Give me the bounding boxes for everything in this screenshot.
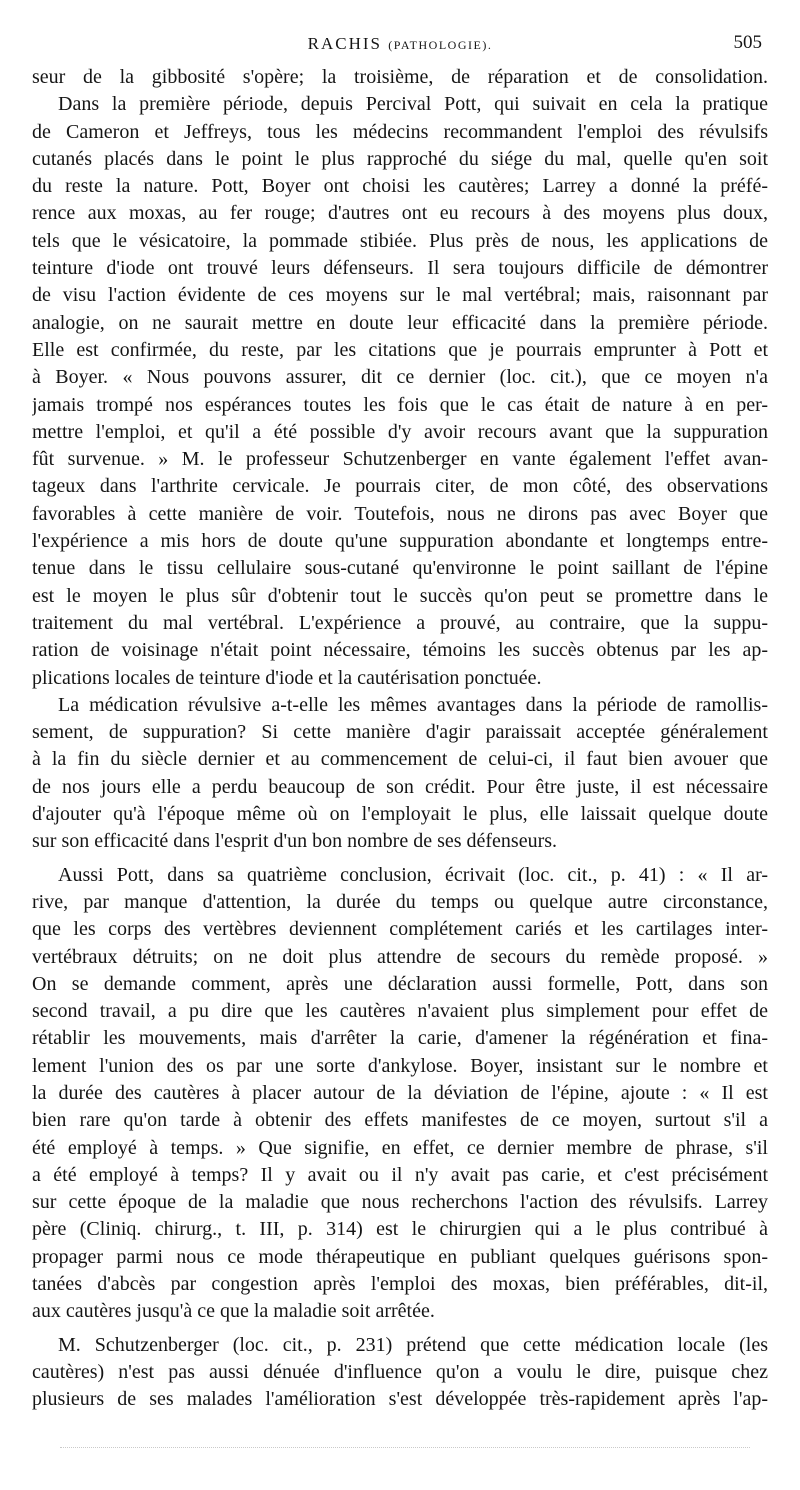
text-line: tels que le vésicatoire, la pommade stibiée. Plus près de nous, les applications de bbox=[32, 229, 768, 252]
text-line: sur cette époque de la maladie que nous recherchons l'action des révulsifs. Larrey bbox=[32, 1191, 768, 1214]
text-line: second travail, a pu dire que les cautères n'avaient plus simplement pour effet de bbox=[32, 1000, 768, 1023]
body-text bbox=[32, 64, 768, 1414]
text-line: père (Cliniq. chirurg., t. III, p. 314) est le chirurgien qui a le plus contribué à bbox=[32, 1218, 768, 1241]
text-line: du reste la nature. Pott, Boyer ont choisi les cautères; Larrey a donné la préfé- bbox=[32, 175, 768, 198]
text-line: On se demande comment, après une déclaration aussi formelle, Pott, dans son bbox=[32, 972, 768, 995]
text-line: favorables à cette manière de voir. Toutefois, nous ne dirons pas avec Boyer que bbox=[32, 502, 768, 525]
text-line: propager parmi nous ce mode thérapeutique en publiant quelques guérisons spon- bbox=[32, 1245, 768, 1268]
text-line: de visu l'action évidente de ces moyens sur le mal vertébral; mais, raisonnant par bbox=[32, 284, 768, 307]
text-line: Dans la première période, depuis Percival Pott, qui suivait en cela la pratique bbox=[58, 93, 768, 116]
text-line: a été employé à temps? Il y avait ou il n'y avait pas carie, et c'est précisément bbox=[32, 1163, 768, 1186]
running-title-sub: (PATHOLOGIE). bbox=[388, 38, 493, 52]
text-line: la durée des cautères à placer autour de la déviation de l'épine, ajoute : « Il est bbox=[32, 1081, 768, 1104]
text-line: fût survenue. » M. le professeur Schutzenberger en vante également l'effet avan- bbox=[32, 448, 768, 471]
text-line: Aussi Pott, dans sa quatrième conclusion, écrivait (loc. cit., p. 41) : « Il ar- bbox=[58, 863, 768, 886]
text-line: sement, de suppuration? Si cette manière d'agir paraissait acceptée généralement bbox=[32, 721, 768, 744]
text-line: de Cameron et Jeffreys, tous les médecins recommandent l'emploi des révulsifs bbox=[32, 120, 768, 143]
text-line: Elle est confirmée, du reste, par les citations que je pourrais emprunter à Pott et bbox=[32, 338, 768, 361]
text-line: d'ajouter qu'à l'époque même où on l'employait le plus, elle laissait quelque doute bbox=[32, 803, 768, 826]
text-line: rence aux moxas, au fer rouge; d'autres ont eu recours à des moyens plus doux, bbox=[32, 202, 768, 225]
text-line: M. Schutzenberger (loc. cit., p. 231) prétend que cette médication locale (les bbox=[58, 1333, 768, 1356]
text-line: teinture d'iode ont trouvé leurs défenseurs. Il sera toujours difficile de démontrer bbox=[32, 257, 768, 280]
text-line: de nos jours elle a perdu beaucoup de son crédit. Pour être juste, il est nécessaire bbox=[32, 775, 768, 798]
text-line: tenue dans le tissu cellulaire sous-cutané qu'environne le point saillant de l'épine bbox=[32, 557, 768, 580]
text-line: traitement du mal vertébral. L'expérience a prouvé, au contraire, que la suppu- bbox=[32, 611, 768, 634]
page-bottom-rule bbox=[60, 1447, 750, 1448]
text-line: La médication révulsive a-t-elle les mêmes avantages dans la période de ramollis- bbox=[58, 693, 768, 716]
text-line: seur de la gibbosité s'opère; la troisième, de réparation et de consolidation. bbox=[32, 66, 768, 88]
text-line: plications locales de teinture d'iode et la cautérisation ponctuée. bbox=[32, 666, 542, 689]
text-line: bien rare qu'on tarde à obtenir des effets manifestes de ce moyen, surtout s'il a bbox=[32, 1109, 768, 1132]
text-line: tanées d'abcès par congestion après l'emploi des moxas, bien préférables, dit-il, bbox=[32, 1273, 768, 1296]
running-header bbox=[30, 34, 770, 60]
text-line: plusieurs de ses malades l'amélioration s'est développée très-rapidement après l'ap- bbox=[32, 1388, 768, 1411]
page-number: 505 bbox=[733, 32, 762, 53]
text-line: que les corps des vertèbres deviennent complétement cariés et les cartilages inter- bbox=[32, 918, 768, 941]
text-line: rive, par manque d'attention, la durée du temps ou quelque autre circonstance, bbox=[32, 890, 768, 913]
text-line: vertébraux détruits; on ne doit plus attendre de secours du remède proposé. » bbox=[32, 945, 768, 968]
text-line: tageux dans l'arthrite cervicale. Je pourrais citer, de mon côté, des observations bbox=[32, 475, 768, 498]
text-line: jamais trompé nos espérances toutes les fois que le cas était de nature à en per- bbox=[32, 393, 768, 416]
text-line: sur son efficacité dans l'esprit d'un bon nombre de ses défenseurs. bbox=[32, 830, 558, 853]
running-title bbox=[30, 34, 770, 54]
text-line: à la fin du siècle dernier et au commencement de celui-ci, il faut bien avouer que bbox=[32, 748, 768, 771]
text-line: mettre l'emploi, et qu'il a été possible d'y avoir recours avant que la suppuration bbox=[32, 420, 768, 443]
text-line: à Boyer. « Nous pouvons assurer, dit ce dernier (loc. cit.), que ce moyen n'a bbox=[32, 366, 768, 389]
text-line: l'expérience a mis hors de doute qu'une suppuration abondante et longtemps entre- bbox=[32, 530, 768, 553]
text-line: analogie, on ne saurait mettre en doute leur efficacité dans la première période. bbox=[32, 311, 768, 334]
text-line: ration de voisinage n'était point nécessaire, témoins les succès obtenus par les ap- bbox=[32, 639, 768, 662]
running-title-main: RACHIS bbox=[307, 34, 383, 53]
text-line: cautères) n'est pas aussi dénuée d'influence qu'on a voulu le dire, puisque chez bbox=[32, 1360, 768, 1383]
text-line: est le moyen le plus sûr d'obtenir tout le succès qu'on peut se promettre dans le bbox=[32, 584, 768, 607]
text-line: cutanés placés dans le point le plus rapproché du siége du mal, quelle qu'en soit bbox=[32, 147, 768, 170]
text-line: aux cautères jusqu'à ce que la maladie soit arrêtée. bbox=[32, 1300, 435, 1323]
text-line: été employé à temps. » Que signifie, en effet, ce dernier membre de phrase, s'il bbox=[32, 1136, 768, 1159]
text-line: rétablir les mouvements, mais d'arrêter la carie, d'amener la régénération et fina- bbox=[32, 1027, 768, 1050]
text-line: lement l'union des os par une sorte d'ankylose. Boyer, insistant sur le nombre et bbox=[32, 1054, 768, 1077]
